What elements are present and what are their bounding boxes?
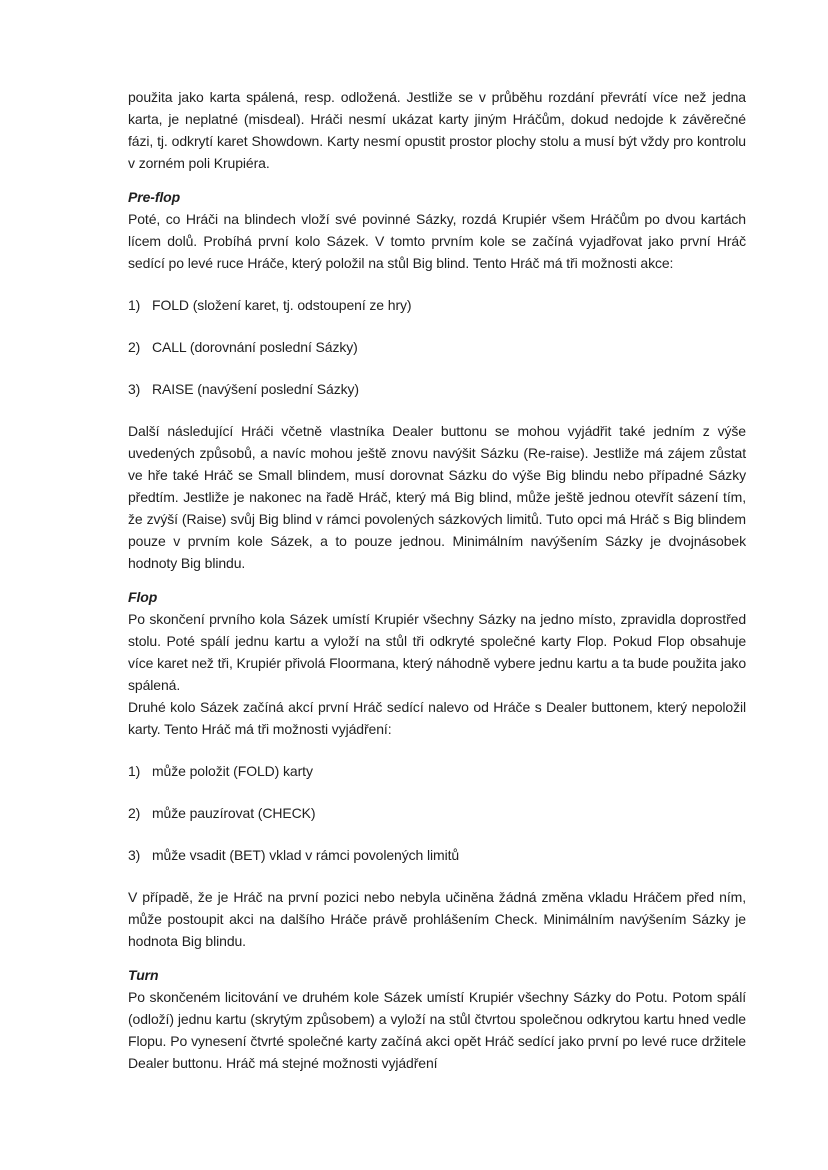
list-item-number: 2)	[128, 805, 141, 821]
flop-paragraph-1: Po skončení prvního kola Sázek umístí Krupiér všechny Sázky na jedno místo, zpravidla doprostřed stolu. Poté spálí jednu kartu a vyloží na stůl tři odkryté společné karty Flop. Pokud Flop obsahuje více karet než tři, Krupiér přivolá Floormana, který náhodně vybere jednu kartu a ta bude použita jako spálená.	[128, 611, 746, 693]
list-item-text: FOLD (složení karet, tj. odstoupení ze hry)	[152, 297, 412, 313]
list-item	[128, 760, 746, 782]
list-item-text: může vsadit (BET) vklad v rámci povolených limitů	[152, 847, 460, 863]
list-item-text: RAISE (navýšení poslední Sázky)	[152, 381, 359, 397]
flop-options-list	[128, 760, 746, 866]
list-item-number: 3)	[128, 847, 141, 863]
list-item-text: CALL (dorovnání poslední Sázky)	[152, 339, 358, 355]
flop-paragraph-3: V případě, že je Hráč na první pozici nebo nebyla učiněna žádná změna vkladu Hráčem před ním, může postoupit akci na dalšího Hráče právě prohlášením Check. Minimálním navýšením Sázky je hodnota Big blindu.	[128, 889, 746, 949]
preflop-options-list	[128, 294, 746, 400]
flop-paragraph-2: Druhé kolo Sázek začíná akcí první Hráč sedící nalevo od Hráče s Dealer buttonem, který nepoložil karty. Tento Hráč má tři možnosti vyjádření:	[128, 699, 746, 737]
preflop-paragraph-1: Poté, co Hráči na blindech vloží své povinné Sázky, rozdá Krupiér všem Hráčům po dvou kartách lícem dolů. Probíhá první kolo Sázek. V tomto prvním kole se začíná vyjadřovat jako první Hráč sedící po levé ruce Hráče, který položil na stůl Big blind. Tento Hráč má tři možnosti akce:	[128, 211, 746, 271]
list-item	[128, 294, 746, 316]
section-heading-turn: Turn	[128, 967, 159, 983]
list-item-number: 1)	[128, 763, 141, 779]
section-heading-flop: Flop	[128, 589, 158, 605]
turn-paragraph-1: Po skončeném licitování ve druhém kole Sázek umístí Krupiér všechny Sázky do Potu. Potom spálí (odloží) jednu kartu (skrytým způsobem) a vyloží na stůl čtvrtou společnou odkrytou kartu hned vedle Flopu. Po vynesení čtvrté společné karty začíná akci opět Hráč sedící jako první po levé ruce držitele Dealer buttonu. Hráč má stejné možnosti vyjádření	[128, 989, 746, 1071]
list-item-number: 2)	[128, 339, 141, 355]
page-content	[128, 86, 746, 1074]
preflop-paragraph-2: Další následující Hráči včetně vlastníka Dealer buttonu se mohou vyjádřit také jedním z výše uvedených způsobů, a navíc mohou ještě znovu navýšit Sázku (Re-raise). Jestliže má zájem zůstat ve hře také Hráč se Small blindem, musí dorovnat Sázku do výše Big blindu nebo případné Sázky předtím. Jestliže je nakonec na řadě Hráč, který má Big blind, může ještě jednou otevřít sázení tím, že zvýší (Raise) svůj Big blind v rámci povolených sázkových limitů. Tuto opci má Hráč s Big blindem pouze v prvním kole Sázek, a to pouze jednou. Minimálním navýšením Sázky je dvojnásobek hodnoty Big blindu.	[128, 423, 746, 571]
list-item	[128, 378, 746, 400]
list-item-text: může pauzírovat (CHECK)	[152, 805, 316, 821]
list-item-number: 1)	[128, 297, 141, 313]
list-item-number: 3)	[128, 381, 141, 397]
list-item	[128, 844, 746, 866]
list-item-text: může položit (FOLD) karty	[152, 763, 313, 779]
list-item	[128, 336, 746, 358]
section-heading-preflop: Pre-flop	[128, 189, 181, 205]
list-item	[128, 802, 746, 824]
intro-paragraph: použita jako karta spálená, resp. odložená. Jestliže se v průběhu rozdání převrátí více než jedna karta, je neplatné (misdeal). Hráči nesmí ukázat karty jiným Hráčům, dokud nedojde k závěrečné fázi, tj. odkrytí karet Showdown. Karty nesmí opustit prostor plochy stolu a musí být vždy pro kontrolu v zorném poli Krupiéra.	[128, 89, 746, 171]
